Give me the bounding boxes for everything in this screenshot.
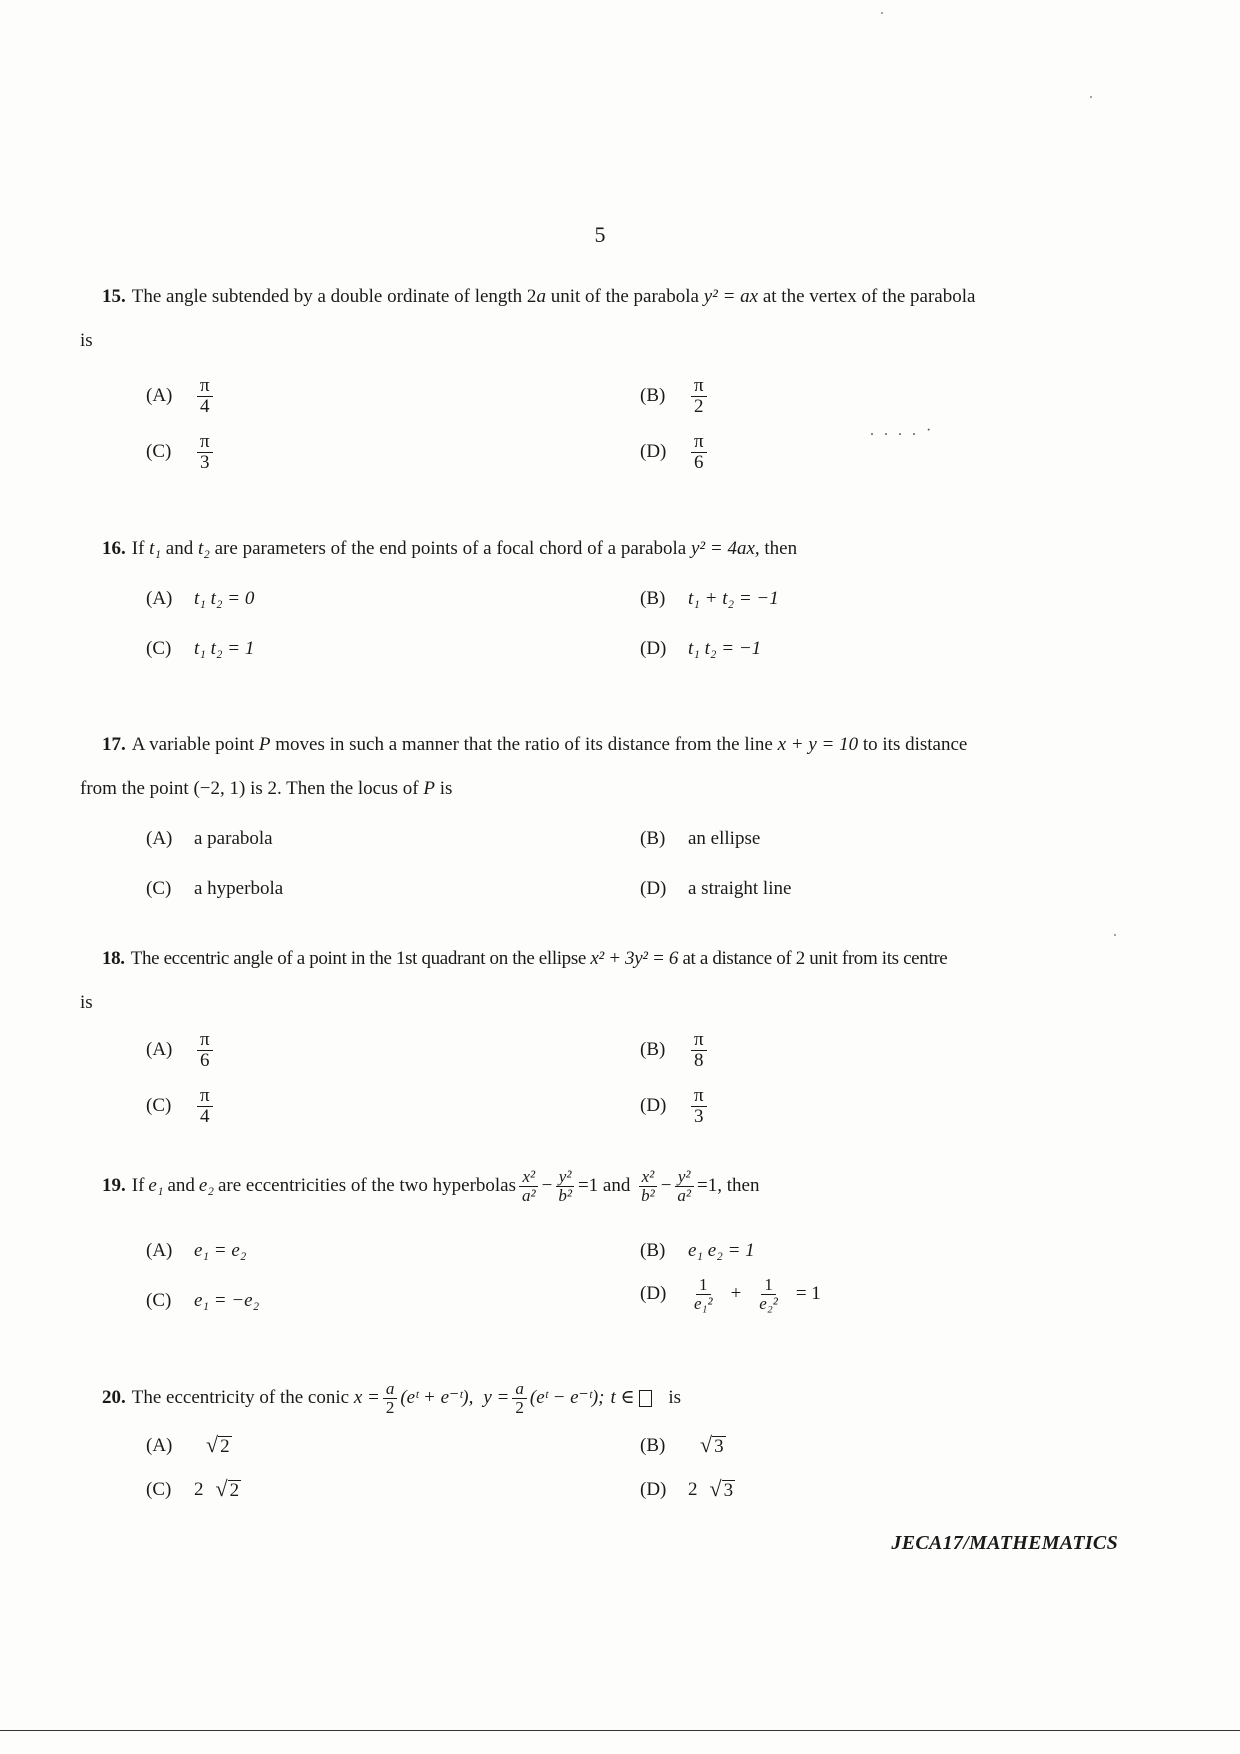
question-15 <box>102 284 1122 311</box>
option-b[interactable] <box>640 1240 755 1262</box>
option-label: (B) <box>640 1434 666 1456</box>
equation-rhs: (eᵗ − e⁻ᵗ); <box>529 1387 605 1409</box>
equation: y² = 4ax, <box>691 538 760 559</box>
fraction-numerator: π <box>691 376 707 397</box>
square-root-icon: √ <box>215 1476 228 1501</box>
option-label: (C) <box>146 1095 172 1117</box>
question-number: 18. <box>102 948 125 969</box>
question-text: A variable point <box>131 734 259 755</box>
fraction-denominator: a² <box>522 1185 536 1205</box>
option-c[interactable] <box>146 638 254 660</box>
option-label: (D) <box>640 878 667 899</box>
radical <box>206 1434 232 1458</box>
equation-tail: =1 <box>577 1175 599 1197</box>
option-c[interactable] <box>146 878 283 900</box>
option-label: (C) <box>146 441 172 463</box>
parameter-t2: t₂ <box>197 538 210 559</box>
question-text: is <box>434 778 453 799</box>
fraction-numerator: 1 <box>761 1276 776 1295</box>
option-label: (B) <box>640 1240 666 1261</box>
plus-sign: + <box>730 1283 742 1305</box>
option-label: (A) <box>146 828 173 849</box>
fraction <box>555 1168 575 1205</box>
question-text: moves in such a manner that the ratio of its distance from the line <box>270 734 778 755</box>
fraction <box>512 1380 527 1417</box>
option-label: (D) <box>640 1283 667 1305</box>
parameter-t1: t₁ <box>149 538 162 559</box>
fraction <box>674 1168 694 1205</box>
option-value: t₁ t₂ = −1 <box>688 638 762 659</box>
option-d[interactable] <box>640 1276 821 1313</box>
option-value: a straight line <box>688 878 792 899</box>
fraction <box>197 1086 213 1127</box>
option-label: (C) <box>146 638 172 659</box>
question-text: then <box>759 538 798 559</box>
fraction <box>691 1086 707 1127</box>
radical-argument: 2 <box>220 1436 230 1457</box>
fraction-numerator: y² <box>556 1168 575 1187</box>
fraction-numerator: π <box>691 1086 707 1107</box>
option-a[interactable] <box>146 828 273 850</box>
option-c[interactable] <box>146 1086 216 1127</box>
question-text: If <box>131 1175 145 1197</box>
option-a[interactable] <box>146 1434 232 1458</box>
fraction-numerator: π <box>691 432 707 453</box>
radical <box>710 1478 736 1502</box>
fraction-denominator: 6 <box>694 451 704 473</box>
fraction <box>691 432 707 473</box>
option-d[interactable] <box>640 638 761 660</box>
scan-mark-dots: . . . . · <box>870 422 935 439</box>
option-c[interactable] <box>146 1478 241 1502</box>
question-18 <box>102 946 1122 973</box>
question-continuation <box>80 778 452 800</box>
minus-sign: − <box>660 1175 672 1197</box>
question-text: are eccentricities of the two hyperbolas <box>217 1175 516 1197</box>
fraction <box>197 1030 213 1071</box>
option-a[interactable] <box>146 1030 216 1071</box>
equation: y² = ax <box>703 286 759 307</box>
equation-rhs: (eᵗ + e⁻ᵗ), <box>400 1387 474 1409</box>
option-label: (C) <box>146 1290 172 1311</box>
question-text: is <box>663 1387 682 1409</box>
fraction-denominator: a² <box>677 1185 692 1205</box>
equation-tail: =1, then <box>697 1175 760 1197</box>
fraction-numerator: a <box>512 1380 527 1399</box>
scan-speck <box>1114 934 1116 936</box>
question-text: and <box>167 1175 195 1197</box>
equation-lhs: y = <box>483 1387 510 1409</box>
radical-coefficient: 2 <box>688 1478 698 1500</box>
option-c[interactable] <box>146 432 216 473</box>
point-p: P <box>258 734 271 755</box>
question-19 <box>102 1168 1122 1205</box>
fraction-numerator: π <box>691 1030 707 1051</box>
fraction-denominator: 2 <box>385 1397 395 1417</box>
minus-sign: − <box>541 1175 553 1197</box>
fraction-numerator: x² <box>639 1168 658 1187</box>
option-d[interactable] <box>640 432 710 473</box>
equation: x² + 3y² = 6 <box>590 948 679 969</box>
fraction-denominator: e₁² <box>694 1293 713 1313</box>
option-label: (A) <box>146 1039 173 1061</box>
radical-argument: 2 <box>229 1480 240 1501</box>
fraction <box>197 376 213 417</box>
fraction-numerator: π <box>197 1030 213 1051</box>
fraction-denominator: 8 <box>694 1049 704 1071</box>
question-text: to its distance <box>858 734 968 755</box>
equation: x + y = 10 <box>777 734 859 755</box>
option-b[interactable] <box>640 588 779 610</box>
fraction <box>519 1168 539 1205</box>
fraction-denominator: 2 <box>515 1397 524 1417</box>
question-continuation: is <box>80 992 93 1013</box>
option-c[interactable] <box>146 1290 259 1312</box>
option-a[interactable] <box>146 1240 246 1262</box>
fraction-denominator: 3 <box>200 451 210 473</box>
option-value: e₁ = −e₂ <box>194 1290 260 1311</box>
option-value: t₁ t₂ = 0 <box>194 588 255 609</box>
option-b[interactable] <box>640 1030 710 1071</box>
question-text: from the point (−2, 1) is 2. Then the locus of <box>80 778 424 799</box>
question-number: 20. <box>102 1387 126 1409</box>
option-value: e₁ e₂ = 1 <box>688 1240 755 1261</box>
question-text: are parameters of the end points of a focal chord of a parabola <box>209 538 691 559</box>
fraction-numerator: a <box>383 1380 398 1399</box>
option-b[interactable] <box>640 376 710 417</box>
question-number: 19. <box>102 1175 126 1197</box>
fraction-numerator: x² <box>519 1168 538 1187</box>
fraction <box>756 1276 781 1313</box>
fraction-denominator: 3 <box>694 1105 704 1127</box>
missing-glyph-box-icon <box>639 1390 652 1407</box>
option-d[interactable] <box>640 878 791 900</box>
option-label: (D) <box>640 638 667 659</box>
option-d[interactable] <box>640 1478 735 1502</box>
question-continuation: is <box>80 330 93 351</box>
question-17 <box>102 732 1122 759</box>
fraction <box>691 1276 716 1313</box>
fraction-denominator: b² <box>558 1185 572 1205</box>
question-text: The eccentricity of the conic <box>131 1387 354 1409</box>
fraction-denominator: e₂² <box>759 1293 778 1313</box>
fraction-denominator: 4 <box>200 1105 210 1127</box>
fraction <box>691 376 707 417</box>
option-label: (B) <box>640 385 666 407</box>
option-label: (B) <box>640 1039 666 1061</box>
option-d[interactable] <box>640 1086 710 1127</box>
option-label: (B) <box>640 588 666 609</box>
option-label: (C) <box>146 878 172 899</box>
paper-code-footer: JECA17/MATHEMATICS <box>891 1532 1118 1554</box>
eccentricity-e1: e₁ <box>148 1175 164 1197</box>
fraction-denominator: b² <box>641 1185 655 1205</box>
question-16 <box>102 536 1122 563</box>
question-number: 17. <box>102 734 126 755</box>
question-text: and <box>161 538 198 559</box>
option-a[interactable] <box>146 588 254 610</box>
option-value: t₁ + t₂ = −1 <box>688 588 779 609</box>
option-value: a parabola <box>194 828 273 849</box>
question-text: at a distance of 2 unit from its centre <box>678 948 948 969</box>
fraction <box>197 432 213 473</box>
question-text: at the vertex of the parabola <box>758 286 976 307</box>
option-label: (C) <box>146 1478 172 1500</box>
option-value: an ellipse <box>688 828 761 849</box>
option-value: t₁ t₂ = 1 <box>194 638 255 659</box>
equation-lhs: x = <box>353 1387 380 1409</box>
question-text: The angle subtended by a double ordinate of length 2 <box>131 286 537 307</box>
eccentricity-e2: e₂ <box>198 1175 214 1197</box>
fraction-denominator: 4 <box>200 395 210 417</box>
domain-symbol: t ∈ <box>610 1387 635 1409</box>
point-p: P <box>423 778 435 799</box>
option-label: (A) <box>146 588 173 609</box>
radical-argument: 3 <box>714 1436 724 1457</box>
fraction-numerator: π <box>197 1086 213 1107</box>
option-label: (A) <box>146 1434 173 1456</box>
question-variable: a <box>536 286 546 307</box>
radical-argument: 3 <box>723 1480 734 1501</box>
option-value: a hyperbola <box>194 878 284 899</box>
fraction <box>383 1380 398 1417</box>
radical-coefficient: 2 <box>194 1478 204 1500</box>
fraction-denominator: 2 <box>694 395 704 417</box>
radical <box>216 1478 242 1502</box>
option-b[interactable] <box>640 1434 726 1458</box>
option-value: e₁ = e₂ <box>194 1240 247 1261</box>
option-label: (D) <box>640 1095 667 1117</box>
question-text: unit of the parabola <box>545 286 704 307</box>
scan-speck <box>881 12 883 14</box>
fraction-numerator: π <box>197 376 213 397</box>
option-label: (A) <box>146 1240 173 1261</box>
fraction-numerator: 1 <box>696 1276 711 1295</box>
question-text: The eccentric angle of a point in the 1st quadrant on the ellipse <box>130 948 591 969</box>
question-20 <box>102 1380 1122 1417</box>
radical <box>700 1434 726 1458</box>
option-label: (D) <box>640 441 667 463</box>
fraction-denominator: 6 <box>200 1049 210 1071</box>
option-a[interactable] <box>146 376 216 417</box>
option-b[interactable] <box>640 828 760 850</box>
fraction <box>691 1030 707 1071</box>
question-number: 16. <box>102 538 126 559</box>
scan-speck <box>1090 96 1092 98</box>
option-label: (D) <box>640 1478 667 1500</box>
question-text: and <box>598 1175 636 1197</box>
page-number: 5 <box>594 222 606 247</box>
fraction-numerator: π <box>197 432 213 453</box>
square-root-icon: √ <box>206 1432 219 1457</box>
bottom-rule <box>0 1730 1240 1731</box>
square-root-icon: √ <box>709 1476 722 1501</box>
question-number: 15. <box>102 286 126 307</box>
square-root-icon: √ <box>700 1432 713 1457</box>
option-label: (B) <box>640 828 666 849</box>
option-label: (A) <box>146 385 173 407</box>
equation-tail: = 1 <box>795 1283 821 1305</box>
question-text: If <box>131 538 150 559</box>
fraction <box>638 1168 658 1205</box>
fraction-numerator: y² <box>675 1168 694 1187</box>
